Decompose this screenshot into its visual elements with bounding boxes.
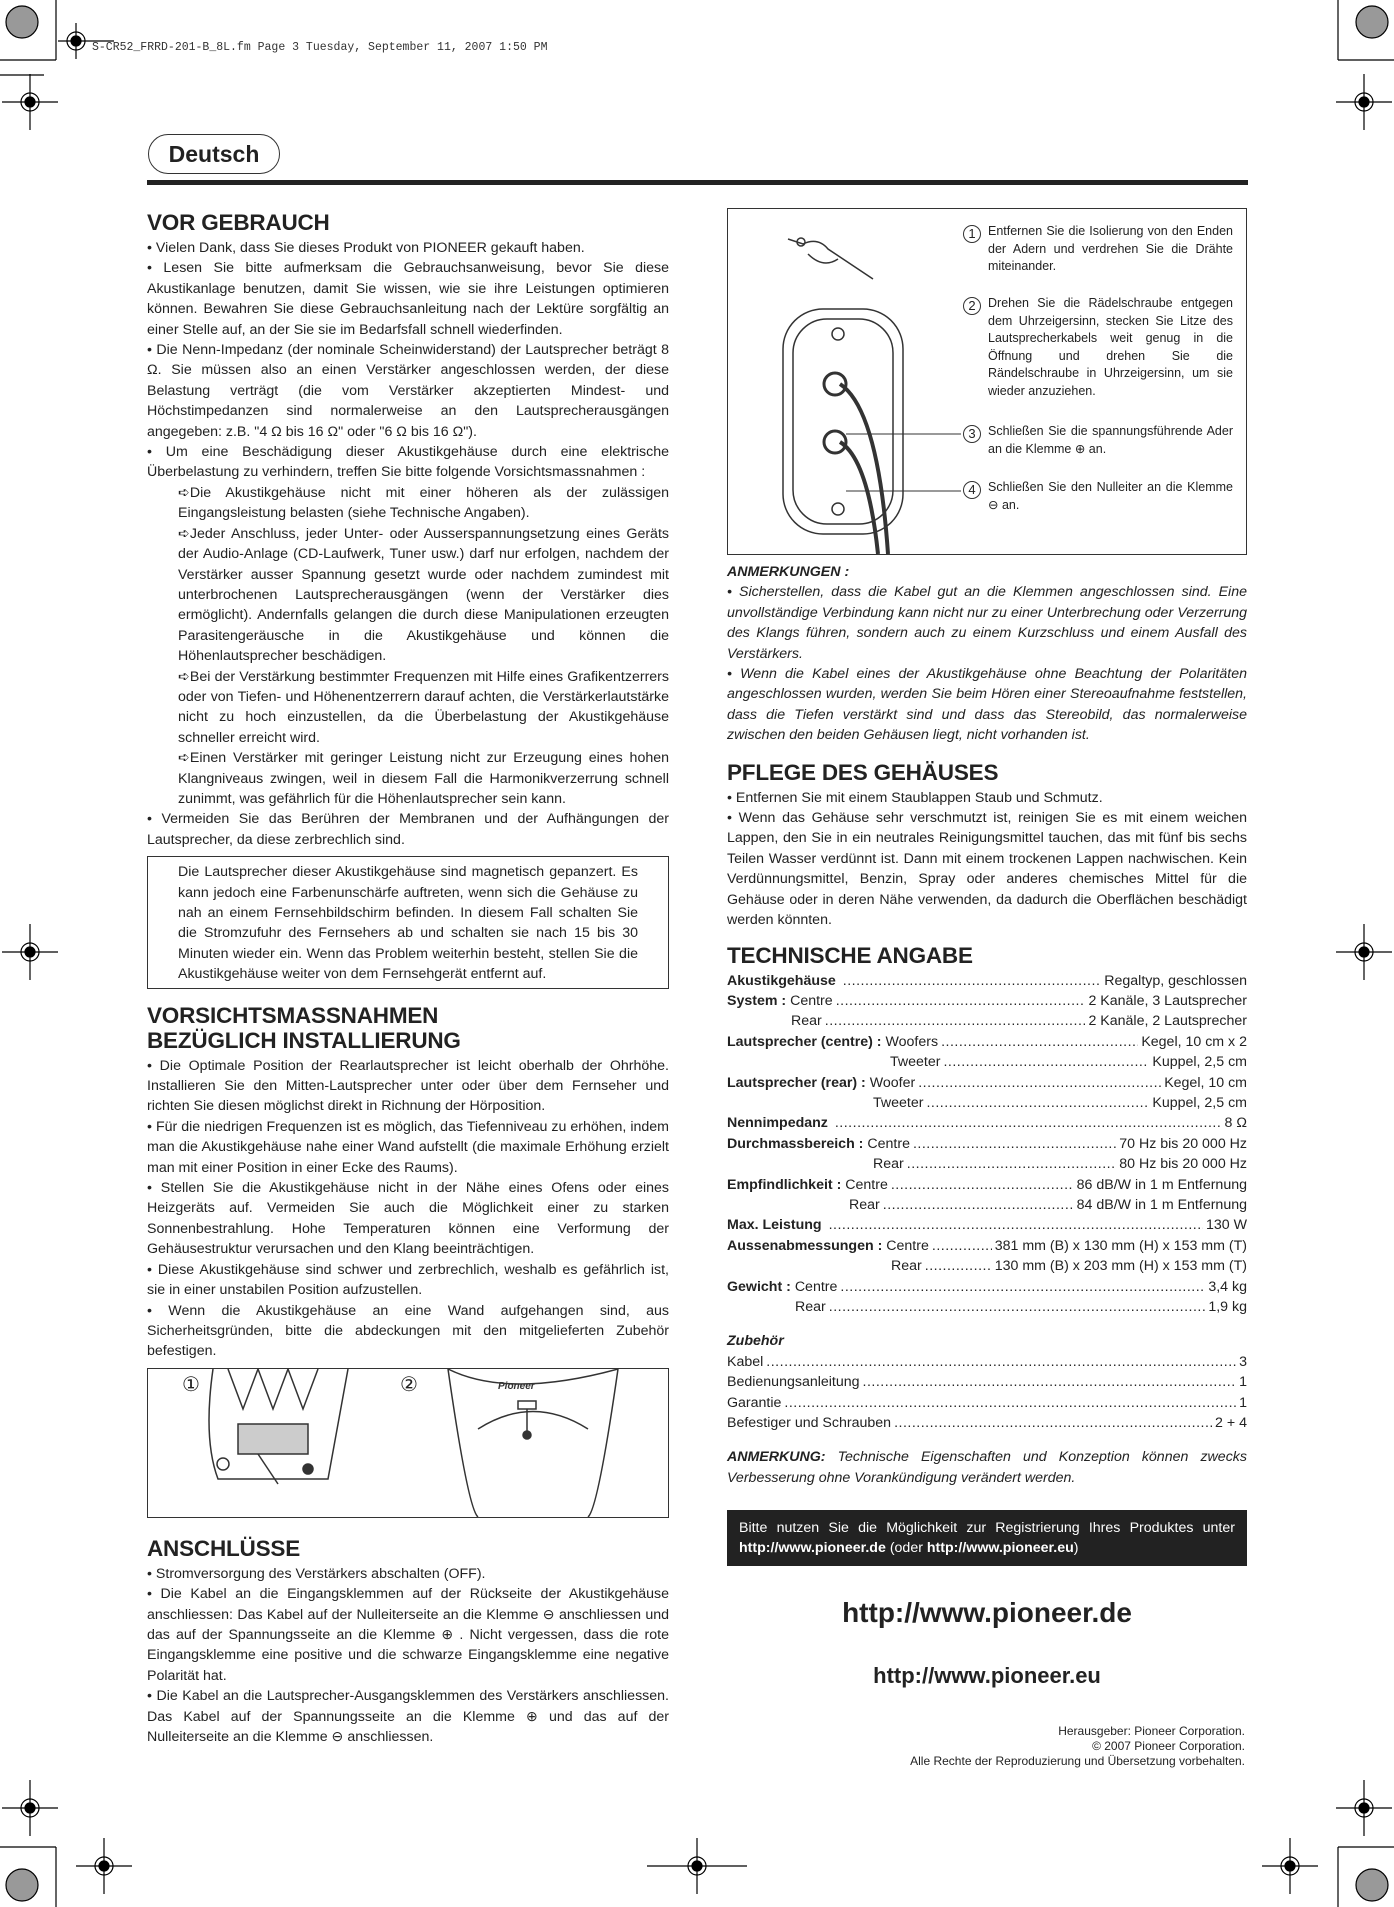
spec-label: Empfindlichkeit : xyxy=(727,1176,842,1193)
spec-row xyxy=(727,1256,1247,1276)
url-pioneer-de[interactable]: http://www.pioneer.de xyxy=(842,1597,1132,1629)
section-title-installation xyxy=(147,1003,669,1053)
spec-note-label: ANMERKUNG: xyxy=(727,1449,826,1466)
step-text: Schließen Sie den Nulleiter an die Klemme ⊖ an. xyxy=(988,480,1233,512)
leader-lines xyxy=(728,209,1248,554)
spec-value: 84 dB/W in 1 m Entfernung xyxy=(1076,1196,1247,1213)
paragraph: • Die Nenn-Impedanz (der nominale Scheinwiderstand) der Lautsprecher beträgt 8 Ω. Sie müssen also an einen Verstärker angeschlossen werden, der diese Belastung verträgt (die vom Verstärker akzeptierten Mindest- und Höchstimpedanzen sind normalerweise an den Lautsprecherausgängen angegeben: z.B. "4 Ω bis 16 Ω" oder "6 Ω bis 16 Ω"). xyxy=(147,342,669,440)
notes-title: ANMERKUNGEN : xyxy=(727,564,850,580)
spec-row xyxy=(727,1113,1247,1133)
spec-row xyxy=(727,1236,1247,1256)
footer-line: Herausgeber: Pioneer Corporation. xyxy=(1058,1724,1245,1739)
header-rule xyxy=(147,180,1248,185)
paragraph: • Für die niedrigen Frequenzen ist es möglich, das Tiefenniveau zu erhöhen, indem man die Akustikgehäuse nahe einer Wand aufstellt (die maximale Erhöhung erzielt man mit einer Position in einer Ecke des Raums). xyxy=(147,1118,669,1176)
section-title-anschluesse: ANSCHLÜSSE xyxy=(147,1535,301,1561)
figure-label-2: ② xyxy=(400,1373,418,1396)
spec-row xyxy=(727,1297,1247,1317)
registration-box xyxy=(727,1510,1247,1566)
spec-value: 86 dB/W in 1 m Entfernung xyxy=(1076,1176,1247,1193)
spec-row xyxy=(727,1215,1247,1235)
spec-row xyxy=(727,1134,1247,1154)
paragraph: • Um eine Beschädigung dieser Akustikgehäuse durch eine elektrische Überbelastung zu verhindern, treffen Sie bitte folgende Vorsichtsmassnahmen : xyxy=(147,444,669,481)
spec-label: Akustikgehäuse xyxy=(727,972,836,989)
spec-row xyxy=(727,1011,1247,1031)
spec-row xyxy=(727,1154,1247,1174)
note-paragraph: • Sicherstellen, dass die Kabel gut an die Klemmen angeschlossen sind. Eine unvollständige Verbindung kann nicht nur zu einer Unterbrechung oder Verzerrung des Klangs führen, sondern auch zu einem Kurzschluss und einem Ausfall des Verstärkers. xyxy=(727,584,1247,662)
accessory-qty: 1 xyxy=(1239,1374,1247,1391)
section-title-vor-gebrauch: VOR GEBRAUCH xyxy=(147,210,330,235)
step-number: 1 xyxy=(963,225,981,243)
footer-line: Alle Rechte der Reproduzierung und Übersetzung vorbehalten. xyxy=(910,1754,1245,1769)
accessories-table xyxy=(727,1352,1247,1434)
paragraph: • Wenn die Akustikgehäuse an eine Wand aufgehangen sind, aus Sicherheitsgründen, bitte die abdeckungen mit den mitgelieferten Zubehör befestigen. xyxy=(147,1302,669,1360)
spec-value: 70 Hz bis 20 000 Hz xyxy=(1119,1135,1247,1152)
registration-text: Bitte nutzen Sie die Möglichkeit zur Registrierung Ihres Produktes unter xyxy=(739,1520,1235,1537)
pioneer-logo: Pioneer xyxy=(498,1380,535,1392)
spec-label: Gewicht : xyxy=(727,1278,791,1295)
spec-value: 8 Ω xyxy=(1224,1115,1247,1132)
leader-dots xyxy=(932,1236,992,1256)
accessory-name: Garantie xyxy=(727,1394,782,1411)
accessory-qty: 3 xyxy=(1239,1353,1247,1370)
leader-dots xyxy=(918,1073,1161,1093)
title-line: VORSICHTSMASSNAHMEN xyxy=(147,1002,439,1028)
spec-label: Durchmassbereich : xyxy=(727,1135,864,1152)
paragraph: • Die Optimale Position der Rearlautsprecher ist leicht oberhalb der Ohrhöhe. Installieren Sie den Mitten-Lautsprecher unter oder über dem Fernseher und richten Sie diesen möglichst direkt in Richnung der Hörposition. xyxy=(147,1057,669,1115)
url-pioneer-eu[interactable]: http://www.pioneer.eu xyxy=(873,1663,1101,1689)
leader-dots xyxy=(766,1352,1236,1372)
accessory-name: Befestiger und Schrauben xyxy=(727,1415,892,1432)
accessory-qty: 2 + 4 xyxy=(1215,1415,1247,1432)
figure-label-1: ① xyxy=(182,1373,200,1396)
step-text: Drehen Sie die Rädelschraube entgegen dem Uhrzeigersinn, stecken Sie Litze des Lautsprecherkabels weit genug in die Öffnung und drehen Sie die Rändelschraube in Uhrzeigersinn, um sie wieder anzuziehen. xyxy=(988,296,1233,398)
spec-label: Aussenabmessungen : xyxy=(727,1237,883,1254)
spec-note xyxy=(727,1447,1247,1488)
left-column xyxy=(147,206,669,1747)
spec-sub: Rear xyxy=(795,1299,826,1315)
publisher-footer xyxy=(727,1724,1247,1769)
spec-sub: Centre xyxy=(845,1176,888,1193)
accessory-name: Kabel xyxy=(727,1353,764,1370)
leader-dots xyxy=(894,1413,1212,1433)
step-text: Schließen Sie die spannungsführende Ader an die Klemme ⊕ an. xyxy=(988,424,1233,456)
spec-row xyxy=(727,971,1247,991)
spec-label: Lautsprecher (centre) : xyxy=(727,1033,882,1050)
leader-dots xyxy=(883,1195,1074,1215)
spec-label: System : xyxy=(727,992,787,1009)
paragraph: • Die Kabel an die Eingangsklemmen auf der Rückseite der Akustikgehäuse anschliessen: Das Kabel auf der Nulleiterseite an die Klemme ⊖ anschliessen und das auf der Spannungsseite an die Klemme ⊕ . Nicht vergessen, dass die rote Eingangsklemme eine positive und die schwarze Eingangsklemme eine negative Polarität hat. xyxy=(147,1586,669,1684)
paragraph: • Lesen Sie bitte aufmerksam die Gebrauchsanweisung, bevor Sie diese Akustikanlage benutzen, damit Sie wissen, wie sie ihre Leistungen optimieren können. Bewahren Sie diese Gebrauchsanleitung nach der Lektüre sorgfältig an einer Stelle auf, an der Sie sie im Bedarfsfall schnell wiederfinden. xyxy=(147,260,669,338)
spec-value: Regaltyp, geschlossen xyxy=(1104,972,1247,989)
registration-text-or: (oder xyxy=(885,1540,927,1557)
registration-link-eu[interactable]: http://www.pioneer.eu xyxy=(926,1540,1074,1557)
spec-sub: Woofer xyxy=(869,1074,916,1091)
accessory-row xyxy=(727,1413,1247,1433)
leader-dots xyxy=(907,1154,1116,1174)
sub-item: ➪Bei der Verstärkung bestimmter Frequenzen mit Hilfe eines Grafikentzerrers oder von Tiefen- und Höhenentzerrern darauf achten, die Verstärkerlautstärke nicht zu hoch einzustellen, da die Überbelastung der Akustikgehäuse schneller erreicht wird. xyxy=(178,668,669,746)
accessories-title: Zubehör xyxy=(727,1333,784,1350)
footer-line: © 2007 Pioneer Corporation. xyxy=(1092,1739,1245,1754)
leader-dots xyxy=(863,1372,1237,1392)
registration-link-de[interactable]: http://www.pioneer.de xyxy=(739,1540,886,1557)
spec-row xyxy=(727,1032,1247,1052)
paragraph: • Die Kabel an die Lautsprecher-Ausgangsklemmen des Verstärkers anschliessen. Das Kabel auf der Spannungsseite an die Klemme ⊕ und das auf der Nulleiterseite an die Klemme ⊖ anschliessen. xyxy=(147,1688,669,1745)
spec-value: 381 mm (B) x 130 mm (H) x 153 mm (T) xyxy=(994,1237,1247,1254)
accessory-qty: 1 xyxy=(1239,1394,1247,1411)
spec-value: 130 W xyxy=(1205,1217,1247,1234)
spec-sub: Centre xyxy=(790,992,833,1009)
accessory-row xyxy=(727,1352,1247,1372)
spec-value: 2 Kanäle, 2 Lautsprecher xyxy=(1088,1013,1247,1030)
accessory-name: Bedienungsanleitung xyxy=(727,1374,860,1391)
sub-item: ➪Jeder Anschluss, jeder Unter- oder Ausserspannungsetzung eines Geräts der Audio-Anlage (CD-Laufwerk, Tuner usw.) darf nur erfolgen, nachdem der Verstärker ausser Spannung gesetzt wurde oder nachdem zumindest mit unterbrochenen Lautsprecherausgängen (wenn der Verstärker dies ermöglicht). Andernfalls gelangen die durch diese Manipulationen erzeugten Parasitengeräusche in die Akustikgehäuse und können die Höhenlautsprecher beschädigen. xyxy=(178,525,669,665)
leader-dots xyxy=(941,1032,1138,1052)
step-number: 3 xyxy=(963,425,981,443)
spec-sub: Rear xyxy=(849,1196,880,1213)
spec-sub: Centre xyxy=(867,1135,910,1152)
spec-sub: Rear xyxy=(891,1258,922,1275)
spec-row xyxy=(727,1277,1247,1297)
spec-value: Kegel, 10 cm xyxy=(1164,1074,1247,1091)
spec-sub: Rear xyxy=(873,1156,904,1173)
registration-text-end: ) xyxy=(1073,1540,1079,1557)
magnetic-shield-note: Die Lautsprecher dieser Akustikgehäuse sind magnetisch gepanzert. Es kann jedoch eine Farbenunschärfe auftreten, wenn sich die Gehäuse zu nah an einem Fernsehbildschirm befinden. In diesem Fall schalten Sie die Stromzufuhr des Fernsehers ab und schalten sie nach 15 bis 30 Minuten wieder ein. Wenn das Problem weiterhin besteht, stellen Sie die Akustikgehäuse weiter von dem Fernsehgerät entfernt auf. xyxy=(147,856,669,988)
sub-item: ➪Einen Verstärker mit geringer Leistung nicht zur Erzeugung eines hohen Klangniveaus zwingen, weil in diesem Fall die Harmonikverzerrung schnell zunimmt, was gefährlich für die Höhenlautsprecher sein kann. xyxy=(178,750,669,807)
spec-note-text: Technische Eigenschaften und Konzeption können zwecks Verbesserung ohne Vorankündigung verändert werden. xyxy=(727,1449,1247,1486)
leader-dots xyxy=(926,1093,1149,1113)
spec-value: 1,9 kg xyxy=(1208,1299,1247,1315)
leader-dots xyxy=(913,1134,1116,1154)
language-tab: Deutsch xyxy=(148,134,280,174)
title-line: BEZÜGLICH INSTALLIERUNG xyxy=(147,1027,461,1053)
spec-label: Lautsprecher (rear) : xyxy=(727,1074,866,1091)
spec-label: Max. Leistung xyxy=(727,1217,822,1234)
step-number: 4 xyxy=(963,481,981,499)
spec-row xyxy=(727,1195,1247,1215)
spec-row xyxy=(727,1175,1247,1195)
spec-row xyxy=(727,1073,1247,1093)
spec-value: 130 mm (B) x 203 mm (H) x 153 mm (T) xyxy=(994,1258,1247,1275)
connection-diagram xyxy=(727,208,1247,555)
leader-dots xyxy=(825,1011,1086,1031)
paragraph: • Diese Akustikgehäuse sind schwer und zerbrechlich, weshalb es gefährlich ist, sie in einer unstabilen Position aufzustellen. xyxy=(147,1261,669,1299)
speaker-mount-illustration xyxy=(148,1369,668,1517)
section-title-technische-angabe: TECHNISCHE ANGABE xyxy=(727,942,973,968)
spec-row xyxy=(727,991,1247,1011)
sub-item: ➪Die Akustikgehäuse nicht mit einer höheren als der zulässigen Eingangsleistung belasten (siehe Technische Angaben). xyxy=(178,484,669,522)
spec-sub: Woofers xyxy=(885,1033,939,1050)
leader-dots xyxy=(840,1277,1205,1297)
spec-label: Nennimpedanz xyxy=(727,1115,828,1132)
step-number: 2 xyxy=(963,297,981,315)
note-paragraph: • Wenn die Kabel eines der Akustikgehäuse ohne Beachtung der Polaritäten angeschlossen wurden, werden Sie beim Hören einer Stereoaufnahme feststellen, dass die Tiefen verstärkt sind und dass das Stereobild, das normalerweise zwischen den beiden Gehäusen liegt, nicht vorhanden ist. xyxy=(727,666,1247,744)
paragraph: • Stellen Sie die Akustikgehäuse nicht in der Nähe eines Ofens oder eines Heizgeräts auf. Vermeiden Sie auch die Möglichkeit einer zu starken Sonnenbestrahlung. Hohe Temperaturen können eine Verformung der Gehäusestruktur verursachen und den Klang beeinträchtigen. xyxy=(147,1180,669,1258)
spec-value: Kuppel, 2,5 cm xyxy=(1152,1094,1247,1111)
spec-sub: Centre xyxy=(886,1237,929,1254)
spec-row xyxy=(727,1052,1247,1072)
spec-table xyxy=(727,971,1247,1318)
section-title-pflege: PFLEGE DES GEHÄUSES xyxy=(727,759,999,785)
step-text: Entfernen Sie die Isolierung von den Enden der Adern und verdrehen Sie die Drähte miteinander. xyxy=(988,224,1233,273)
accessory-row xyxy=(727,1372,1247,1392)
spec-value: 3,4 kg xyxy=(1208,1278,1247,1295)
spec-value: 80 Hz bis 20 000 Hz xyxy=(1119,1156,1247,1173)
leader-dots xyxy=(891,1175,1074,1195)
leader-dots xyxy=(829,1215,1203,1235)
leader-dots xyxy=(836,991,1086,1011)
spec-value: 2 Kanäle, 3 Lautsprecher xyxy=(1088,992,1247,1009)
leader-dots xyxy=(784,1393,1236,1413)
paragraph: • Entfernen Sie mit einem Staublappen Staub und Schmutz. xyxy=(727,789,1103,806)
spec-sub: Tweeter xyxy=(873,1094,924,1111)
spec-sub: Rear xyxy=(791,1013,822,1030)
right-column xyxy=(727,562,1247,1769)
spec-sub: Centre xyxy=(794,1278,838,1295)
spec-value: Kegel, 10 cm x 2 xyxy=(1141,1033,1247,1050)
spec-row xyxy=(727,1093,1247,1113)
leader-dots xyxy=(925,1256,992,1276)
paragraph: • Vermeiden Sie das Berühren der Membranen und der Aufhängungen der Lautsprecher, da diese zerbrechlich sind. xyxy=(147,811,669,848)
leader-dots xyxy=(843,971,1101,991)
accessory-row xyxy=(727,1393,1247,1413)
leader-dots xyxy=(835,1113,1222,1133)
mounting-figure xyxy=(147,1368,669,1518)
file-slug: S-CR52_FRRD-201-B_8L.fm Page 3 Tuesday, September 11, 2007 1:50 PM xyxy=(92,41,548,54)
leader-dots xyxy=(829,1297,1206,1317)
spec-value: Kuppel, 2,5 cm xyxy=(1152,1054,1247,1071)
paragraph: • Stromversorgung des Verstärkers abschalten (OFF). xyxy=(147,1565,486,1582)
spec-sub: Tweeter xyxy=(890,1054,941,1071)
paragraph: • Wenn das Gehäuse sehr verschmutzt ist, reinigen Sie es mit einem weichen Lappen, den Sie in ein neutrales Reinigungsmittel tauchen, das mit fünf bis sechs Teilen Wasser verdünnt ist. Dann mit einem trockenen Lappen nachwischen. Kein Verdünnungsmittel, Benzin, Spray oder anderes chemisches Mittel für die Gehäuse oder in deren Nähe verwenden, da dadurch die Oberflächen beschädigt werden könnten. xyxy=(727,810,1247,929)
paragraph: • Vielen Dank, dass Sie dieses Produkt von PIONEER gekauft haben. xyxy=(147,240,585,256)
leader-dots xyxy=(943,1052,1149,1072)
